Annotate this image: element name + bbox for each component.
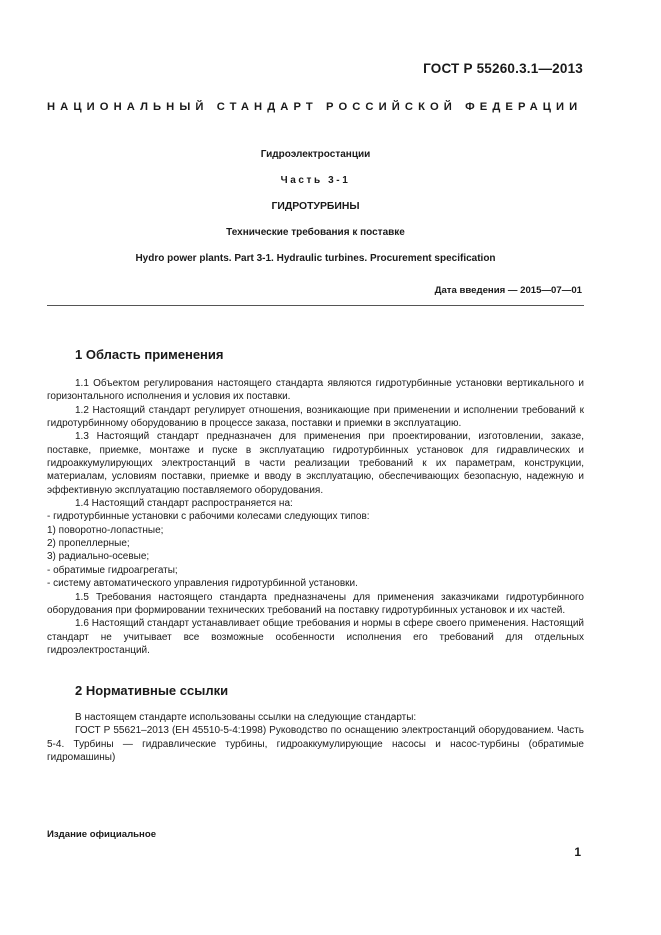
intro-date: Дата введения — 2015—07—01 bbox=[434, 285, 582, 296]
section1-body bbox=[47, 377, 584, 657]
document-code: ГОСТ Р 55260.3.1—2013 bbox=[423, 61, 583, 76]
paragraph: 1.6 Настоящий стандарт устанавливает общие требования и нормы в сфере своего применения. Настоящий стандарт не учитывает все возможные особенности исполнения его требований для отдельных гидроэлектростанций. bbox=[47, 618, 584, 656]
paragraph: 1.2 Настоящий стандарт регулирует отношения, возникающие при применении и исполнении требований к гидротурбинному оборудованию в процессе заказа, поставки и приемки в эксплуатацию. bbox=[47, 404, 584, 430]
edition-note: Издание официальное bbox=[47, 829, 157, 840]
title-part: Часть 3-1 bbox=[280, 175, 351, 186]
list-item: - систему автоматического управления гидротурбинной установки. bbox=[47, 578, 358, 590]
title-subject: ГИДРОТУРБИНЫ bbox=[271, 201, 360, 212]
list-item: - гидротурбинные установки с рабочими колесами следующих типов: bbox=[47, 511, 370, 523]
paragraph: В настоящем стандарте использованы ссылки на следующие стандарты: bbox=[75, 712, 417, 723]
paragraph: ГОСТ Р 55621–2013 (ЕН 45510-5-4:1998) Руководство по оснащению электростанций оборудованием. Часть 5-4. Турбины — гидравлические турбины, гидроаккумулирующие насосы и насос-турбины (обратимые гидромашины) bbox=[47, 725, 584, 764]
paragraph: 1.5 Требования настоящего стандарта предназначены для применения заказчиками гидротурбинного оборудования при формировании технических требований на поставку гидротурбинных установок и их частей. bbox=[47, 591, 584, 616]
title-subtitle: Технические требования к поставке bbox=[226, 227, 405, 238]
list-item: 1) поворотно-лопастные; bbox=[47, 524, 164, 536]
national-standard-banner: НАЦИОНАЛЬНЫЙ СТАНДАРТ РОССИЙСКОЙ ФЕДЕРАЦИИ bbox=[47, 101, 583, 113]
section1-heading: 1 Область применения bbox=[75, 347, 224, 362]
list-item: - обратимые гидроагрегаты; bbox=[47, 564, 178, 576]
section2-heading: 2 Нормативные ссылки bbox=[75, 683, 229, 698]
page-number: 1 bbox=[574, 845, 581, 859]
title-main: Гидроэлектростанции bbox=[260, 149, 371, 160]
paragraph: 1.1 Объектом регулирования настоящего стандарта являются гидротурбинные установки вертикального и горизонтального исполнения и условия их поставки. bbox=[47, 378, 584, 403]
paragraph: 1.3 Настоящий стандарт предназначен для применения при проектировании, изготовлении, заказе, поставке, приемке, монтаже и пуске в эксплуатацию гидротурбинных установок для гидравлических и гидроаккумулирующих электростанций в части реализации требований к их параметрам, конструкции, материалам, условиям поставки, приемке и вводу в эксплуатацию, обеспечивающих безопасную, надежную и эффективную эксплуатацию поставляемого оборудования. bbox=[47, 431, 584, 496]
divider bbox=[47, 305, 584, 306]
paragraph: 1.4 Настоящий стандарт распространяется на: bbox=[75, 498, 293, 510]
title-english: Hydro power plants. Part 3-1. Hydraulic turbines. Procurement specification bbox=[135, 253, 496, 264]
section2-body bbox=[47, 711, 584, 764]
list-item: 3) радиально-осевые; bbox=[47, 551, 150, 563]
list-item: 2) пропеллерные; bbox=[47, 538, 130, 550]
